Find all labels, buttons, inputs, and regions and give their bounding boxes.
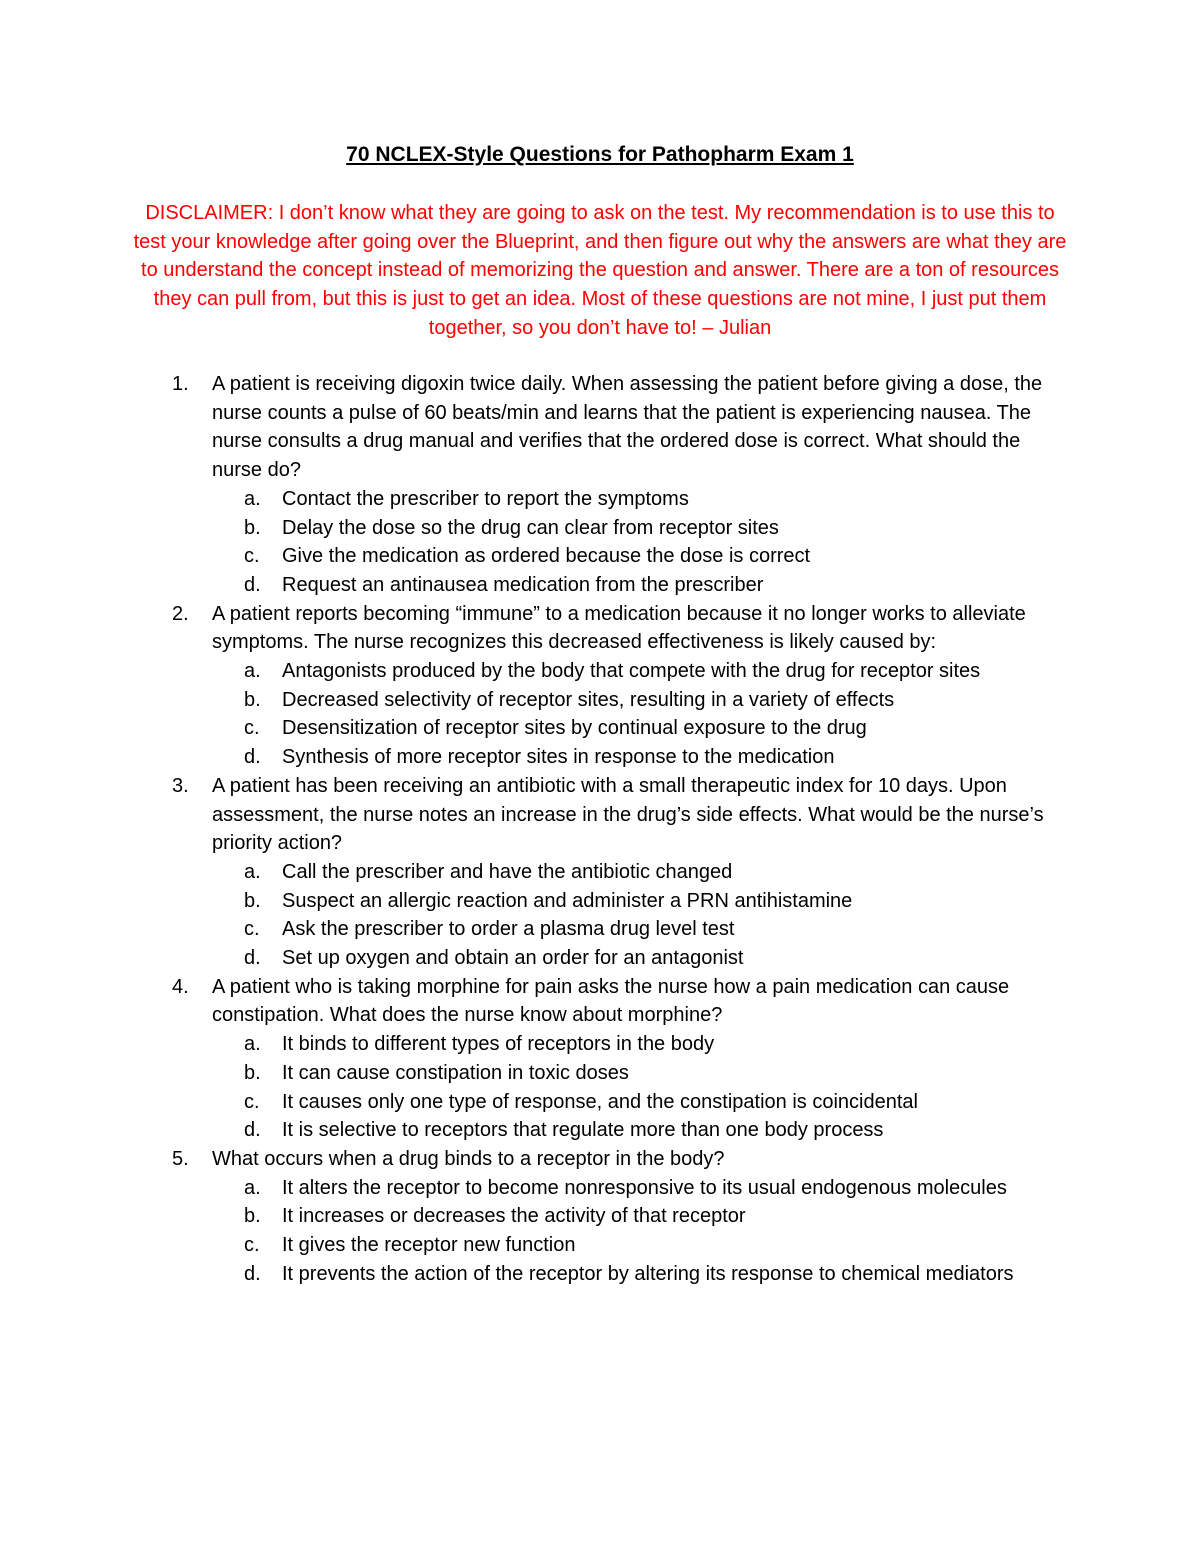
answer-option — [212, 571, 1060, 600]
answer-option — [212, 944, 1060, 973]
question-number: 2. — [172, 602, 189, 625]
option-text: Delay the dose so the drug can clear from receptor sites — [282, 516, 779, 539]
answer-option — [212, 1260, 1060, 1289]
option-letter: d. — [244, 1119, 261, 1142]
answer-option — [212, 1202, 1060, 1231]
answer-option — [212, 1059, 1060, 1088]
option-letter: b. — [244, 1205, 261, 1228]
question-number: 3. — [172, 774, 189, 797]
answer-option — [212, 514, 1060, 543]
option-letter: b. — [244, 1061, 261, 1084]
option-text: Call the prescriber and have the antibiotic changed — [282, 860, 733, 883]
answer-option — [212, 1088, 1060, 1117]
question-item — [0, 772, 1200, 973]
option-letter: c. — [244, 918, 260, 941]
answer-option — [212, 743, 1060, 772]
document-title: 70 NCLEX-Style Questions for Pathopharm Exam 1 — [346, 143, 854, 166]
option-list — [212, 657, 1060, 772]
answer-option — [212, 714, 1060, 743]
option-letter: d. — [244, 947, 261, 970]
option-letter: a. — [244, 1176, 261, 1199]
option-text: Give the medication as ordered because the dose is correct — [282, 545, 811, 568]
answer-option — [212, 887, 1060, 916]
option-list — [212, 858, 1060, 973]
option-letter: a. — [244, 860, 261, 883]
option-letter: a. — [244, 487, 261, 510]
option-letter: b. — [244, 889, 261, 912]
option-text: It gives the receptor new function — [282, 1234, 576, 1257]
option-text: Request an antinausea medication from the prescriber — [282, 573, 764, 596]
option-text: Antagonists produced by the body that compete with the drug for receptor sites — [282, 660, 981, 683]
option-text: It alters the receptor to become nonresponsive to its usual endogenous molecules — [282, 1176, 1007, 1199]
question-text: A patient is receiving digoxin twice daily. When assessing the patient before giving a dose, the nurse counts a pulse of 60 beats/min and learns that the patient is experiencing nausea. The nurse consults a drug manual and verifies that the ordered dose is correct. What should the nurse do? — [212, 373, 1043, 482]
option-letter: d. — [244, 573, 261, 596]
answer-option — [212, 1116, 1060, 1145]
option-letter: c. — [244, 545, 260, 568]
option-letter: a. — [244, 660, 261, 683]
disclaimer-text: DISCLAIMER: I don’t know what they are going to ask on the test. My recommendation is to use this to test your knowledge after going over the Blueprint, and then figure out why the answers are what they are to understand the concept instead of memorizing the question and answer. There are a ton of resources they can pull from, but this is just to get an idea. Most of these questions are not mine, I just put them together, so you don’t have to! – Julian — [133, 202, 1067, 339]
answer-option — [212, 1030, 1060, 1059]
question-text: What occurs when a drug binds to a receptor in the body? — [212, 1147, 725, 1170]
option-text: Ask the prescriber to order a plasma drug level test — [282, 918, 735, 941]
option-text: It causes only one type of response, and the constipation is coincidental — [282, 1090, 918, 1113]
option-text: Decreased selectivity of receptor sites, resulting in a variety of effects — [282, 688, 895, 711]
question-list — [0, 370, 1200, 1289]
answer-option — [212, 1174, 1060, 1203]
option-letter: d. — [244, 746, 261, 769]
option-text: Desensitization of receptor sites by continual exposure to the drug — [282, 717, 867, 740]
option-letter: b. — [244, 516, 261, 539]
question-item — [0, 973, 1200, 1145]
answer-option — [212, 686, 1060, 715]
question-text: A patient who is taking morphine for pain asks the nurse how a pain medication can cause constipation. What does the nurse know about morphine? — [212, 975, 1010, 1027]
option-text: It is selective to receptors that regulate more than one body process — [282, 1119, 884, 1142]
question-number: 4. — [172, 975, 189, 998]
answer-option — [212, 485, 1060, 514]
question-item — [0, 600, 1200, 772]
answer-option — [212, 858, 1060, 887]
question-text: A patient has been receiving an antibiotic with a small therapeutic index for 10 days. Upon assessment, the nurse notes an increase in the drug’s side effects. What would be the nurse’s priority action? — [212, 774, 1044, 855]
option-text: Contact the prescriber to report the symptoms — [282, 487, 689, 510]
option-letter: c. — [244, 1234, 260, 1257]
answer-option — [212, 542, 1060, 571]
option-list — [212, 1174, 1060, 1289]
option-text: Suspect an allergic reaction and administer a PRN antihistamine — [282, 889, 853, 912]
answer-option — [212, 657, 1060, 686]
option-list — [212, 485, 1060, 600]
question-number: 5. — [172, 1147, 189, 1170]
option-text: It binds to different types of receptors in the body — [282, 1033, 715, 1056]
option-letter: d. — [244, 1262, 261, 1285]
question-item — [0, 370, 1200, 600]
option-letter: c. — [244, 1090, 260, 1113]
answer-option — [212, 1231, 1060, 1260]
answer-option — [212, 915, 1060, 944]
option-letter: a. — [244, 1033, 261, 1056]
option-text: It can cause constipation in toxic doses — [282, 1061, 629, 1084]
question-number: 1. — [172, 373, 189, 395]
question-text: A patient reports becoming “immune” to a medication because it no longer works to alleviate symptoms. The nurse recognizes this decreased effectiveness is likely caused by: — [212, 602, 1026, 654]
option-text: Synthesis of more receptor sites in response to the medication — [282, 746, 835, 769]
option-list — [212, 1030, 1060, 1145]
option-text: It prevents the action of the receptor by altering its response to chemical mediators — [282, 1262, 1014, 1285]
option-text: Set up oxygen and obtain an order for an antagonist — [282, 947, 744, 970]
option-letter: c. — [244, 717, 260, 740]
option-letter: b. — [244, 688, 261, 711]
option-text: It increases or decreases the activity of that receptor — [282, 1205, 746, 1228]
question-item — [0, 1145, 1200, 1289]
